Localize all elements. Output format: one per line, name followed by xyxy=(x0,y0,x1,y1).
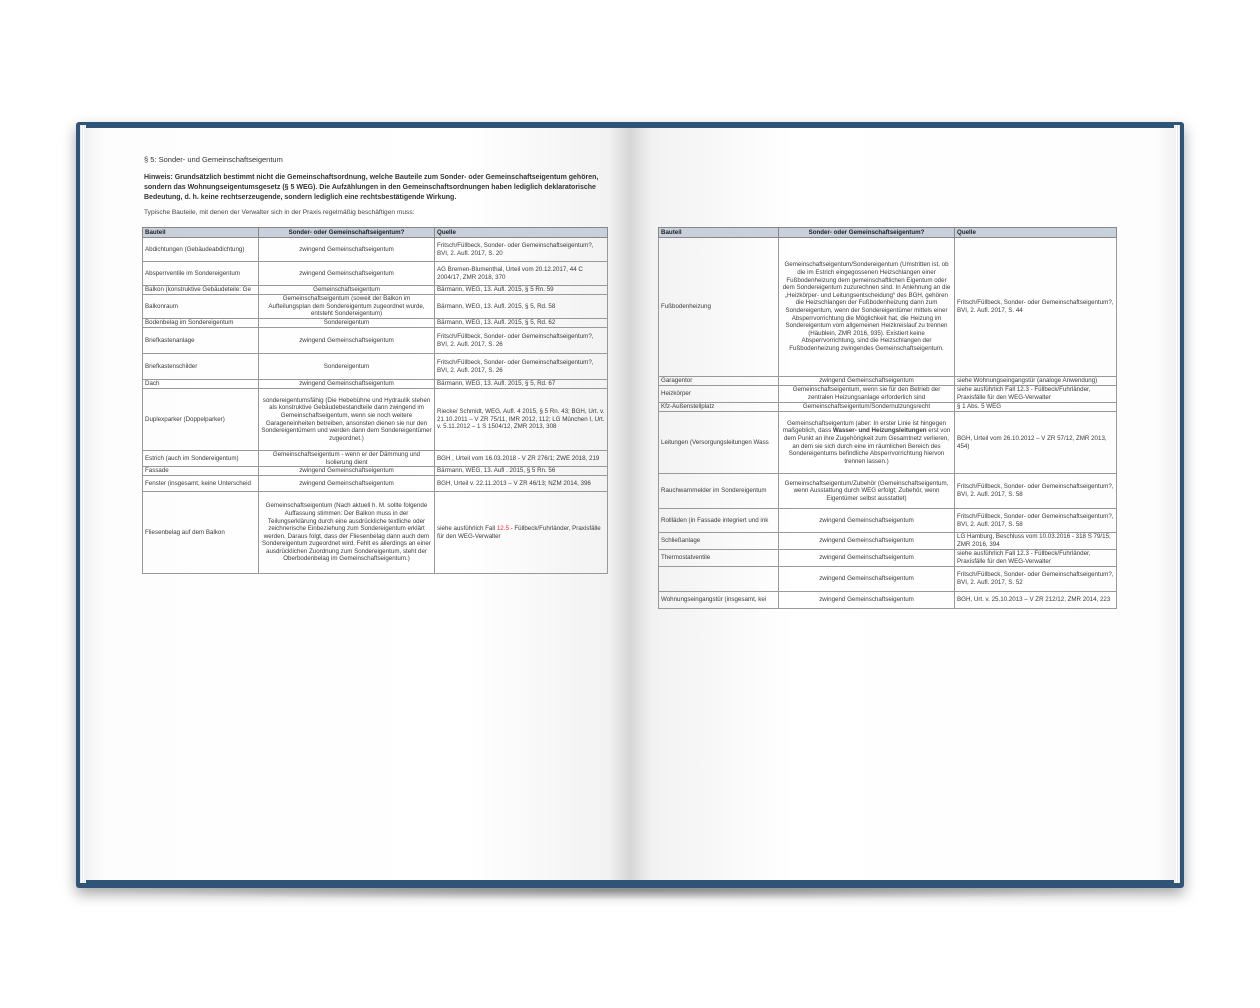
table-row: Dach zwingend Gemeinschaftseigentum Bärmann, WEG, 13. Aufl. 2015, § 5, Rd. 67 xyxy=(143,380,608,389)
header-bauteil: Bauteil xyxy=(143,228,259,238)
header-quelle: Quelle xyxy=(435,228,608,238)
case-reference: 12.5 xyxy=(496,525,509,533)
table-row: Balkon (konstruktive Gebäudeteile: Ge Gemeinschaftseigentum Bärmann, WEG, 13. Aufl. 2015, § 5 Rn. 59 xyxy=(143,286,608,295)
table-row: Thermostatventile zwingend Gemeinschaftseigentum siehe ausführlich Fall 12.3 - Füllbeck/Fuhrländer, Praxisfälle für den WEG-Verwalter xyxy=(659,550,1117,567)
table-row: Fenster (insgesamt, keine Unterscheid zwingend Gemeinschaftseigentum BGH, Urteil v. 22.11.2013 – V ZR 46/13; NZM 2014, 396 xyxy=(143,476,608,492)
fliesen-quelle: siehe ausführlich Fall 12.5 - Füllbeck/Fuhrländer, Praxisfälle für den WEG-Verwalter xyxy=(435,492,608,574)
table-header-row xyxy=(659,228,1117,238)
header-eigentum: Sonder- oder Gemeinschaftseigentum? xyxy=(779,228,955,238)
table-row: Estrich (auch im Sondereigentum) Gemeinschaftseigentum - wenn er der Dämmung und Isolierung dient BGH , Urteil vom 16.03.2018 - V ZR 276/1; ZWE 2018, 219 xyxy=(143,451,608,467)
table-row: Schließanlage zwingend Gemeinschaftseigentum LG Hamburg, Beschluss vom 10.03.2016 - 318 S 79/15; ZMR 2016, 394 xyxy=(659,533,1117,550)
table-row: Wohnungseingangstür (insgesamt, kei zwingend Gemeinschaftseigentum BGH, Urt. v. 25.10.2013 – V ZR 212/12, ZMR 2014, 223 xyxy=(659,592,1117,609)
table-row: Fassade zwingend Gemeinschaftseigentum Bärmann, WEG, 13. Aufl . 2015, § 5 Rn. 56 xyxy=(143,467,608,476)
table-row: Briefkastenanlage zwingend Gemeinschaftseigentum Fritsch/Füllbeck, Sonder- oder Gemeinschaftseigentum?, BVI, 2. Aufl. 2017, S. 26 xyxy=(143,328,608,354)
components-table-left xyxy=(142,227,608,574)
table-row: Abdichtungen (Gebäudeabdichtung) zwingend Gemeinschaftseigentum Fritsch/Füllbeck, Sonder- oder Gemeinschaftseigentum?, BVI, 2. Aufl. 2017, S. 20 xyxy=(143,238,608,262)
table-row: Balkonraum Gemeinschaftseigentum (soweit der Balkon im Aufteilungsplan dem Sondereigentum zugeordnet wurde, entsteht Sondereigentum) Bärmann, WEG, 13. Aufl. 2015, § 5, Rd. 58 xyxy=(143,295,608,319)
bold-phrase: Wasser- und Heizungsleitungen xyxy=(832,427,927,435)
table-row: Garagentor zwingend Gemeinschaftseigentum siehe Wohnungseingangstür (analoge Anwendung) xyxy=(659,377,1117,386)
right-page xyxy=(630,128,1176,880)
table-row: Bodenbelag im Sondereigentum Sondereigentum Bärmann, WEG, 13. Aufl. 2015, § 5, Rd. 62 xyxy=(143,319,608,328)
table-row: Leitungen (Versorgungsleitungen Wass Gemeinschaftseigentum (aber: In erster Linie ist hingegen maßgeblich, dass Wasser- und Heizungsleitungen erst von dem Punkt an ihre Zugehörigkeit zum Gesamtnetz verlieren, an dem sie sich durch eine im räumlichen Bereich des Sondereigentums befindliche Absperrvorrichtung hiervon trennen lassen.) BGH, Urteil vom 26.10.2012 – V ZR 57/12, ZMR 2013, 454) xyxy=(659,412,1117,474)
header-eigentum: Sonder- oder Gemeinschaftseigentum? xyxy=(259,228,435,238)
table-row: Rollläden (in Fassade integriert und ink zwingend Gemeinschaftseigentum Fritsch/Füllbeck, Sonder- oder Gemeinschaftseigentum?, BVI, 2. Aufl. 2017, S. 58 xyxy=(659,509,1117,533)
hint-paragraph: Hinweis: Grundsätzlich bestimmt nicht die Gemeinschaftsordnung, welche Bauteile zum Sonder- oder Gemeinschaftseigentum gehören, sondern das Wohnungseigentumsgesetz (§ 5 WEG). Die Aufzählungen in den Gemeinschaftsordnungen haben lediglich deklaratorische Bedeutung, d. h. keine rechtserzeugende, sondern lediglich eine rechtsbestätigende Wirkung. xyxy=(144,174,599,201)
components-table-right xyxy=(658,227,1117,609)
table-row: Briefkastenschilder Sondereigentum Fritsch/Füllbeck, Sonder- oder Gemeinschaftseigentum?, BVI, 2. Aufl. 2017, S. 26 xyxy=(143,354,608,380)
table-header-row xyxy=(143,228,608,238)
table-row: Duplexparker (Doppelparker) sondereigentumsfähig (Die Hebebühne und Hydraulik stehen als konstruktive Gebäudebestandteile dann zwingend im Gemeinschaftseigentum, wenn sie noch weitere Garageneinheiten betreiben, ansonsten dienen sie nur den Sondereigentümern und werden dann dem Sondereigentümer zugeordnet.) Riecke/ Schmidt, WEG, Aufl. 4 2015, § 5 Rn. 43; BGH, Urt. v. 21.10.2011 – V ZR 75/11, IMR 2012, 112; LG München I, Urt. v. 5.11.2012 – 1 S 1504/12, ZMR 2013, 308 xyxy=(143,389,608,451)
table-row: Fußbodenheizung Gemeinschaftseigentum/Sondereigentum (Umstritten ist, ob die im Estrich eingegossenen Heizschlangen einer Fußbodenheizung dem gemeinschaftlichen Eigentum oder dem Sondereigentum zuzurechnen sind. In Anlehnung an die „Heizkörper- und Leitungsentscheidung“ des BGH, gehören die Heizschlangen der Fußbodenheizung dann zum Sondereigentum, wenn der Sondereigentümer mittels einer Absperrvorrichtung die Möglichkeit hat, die Heizung im Sondereigentum vom allgemeinen Heizkreislauf zu trennen (Häublein, ZMR 2016, 935). Existiert keine Absperrvorrichtung, sind die Heizschlangen der Fußbodenheizung zwingendes Gemeinschaftseigentum. Fritsch/Füllbeck, Sonder- oder Gemeinschaftseigentum?, BVI, 2. Aufl. 2017, S. 44 xyxy=(659,238,1117,377)
table-row: Heizkörper Gemeinschaftseigentum, wenn sie für den Betrieb der zentralen Heizungsanlage erforderlich sind siehe ausführlich Fall 12.3 - Füllbeck/Fuhrländer, Praxisfälle für den WEG-Verwalter xyxy=(659,386,1117,403)
section-heading: § 5: Sonder- und Gemeinschaftseigentum xyxy=(144,155,283,164)
table-row: Rauchwarnmelder im Sondereigentum Gemeinschaftseigentum/Zubehör (Gemeinschaftseigentum, wenn Ausstattung durch WEG erfolgt; Zubehör, wenn Eigentümer selbst ausstattet) Fritsch/Füllbeck, Sonder- oder Gemeinschaftseigentum?, BVI, 2. Aufl. 2017, S. 58 xyxy=(659,474,1117,509)
table-row: Absperrventile im Sondereigentum zwingend Gemeinschaftseigentum AG Bremen-Blumenthal, Urteil vom 20.12.2017, 44 C 2004/17, ZMR 2018, 370 xyxy=(143,262,608,286)
table-row: Fliesenbelag auf dem Balkon Gemeinschaftseigentum (Nach aktuell h. M. sollte folgende Auffassung stimmen: Der Balkon muss in der Teilungserklärung durch eine ausdrückliche textliche oder zeichnerische Einbeziehung zum Sondereigentum erklärt werden. Daraus folgt, dass der Fliesenbelag dann auch dem Sondereigentum zugeordnet wird. Fehlt es allerdings an einer ausdrücklichen Zuordnung zum Sondereigentum, steht der Oberbodenbelag im Gemeinschaftseigentum.) siehe ausführlich Fall 12.5 - Füllbeck/Fuhrländer, Praxisfälle für den WEG-Verwalter xyxy=(143,492,608,574)
header-quelle: Quelle xyxy=(955,228,1117,238)
intro-text: Typische Bauteile, mit denen der Verwalter sich in der Praxis regelmäßig beschäftigen muss: xyxy=(144,209,415,216)
header-bauteil: Bauteil xyxy=(659,228,779,238)
table-row: Kfz-Außenstellplatz Gemeinschaftseigentum/Sondernutzungsrecht § 1 Abs. 5 WEG xyxy=(659,403,1117,412)
left-page xyxy=(84,128,630,880)
table-row: zwingend Gemeinschaftseigentum Fritsch/Füllbeck, Sonder- oder Gemeinschaftseigentum?, BVI, 2. Aufl. 2017, S. 52 xyxy=(659,567,1117,592)
